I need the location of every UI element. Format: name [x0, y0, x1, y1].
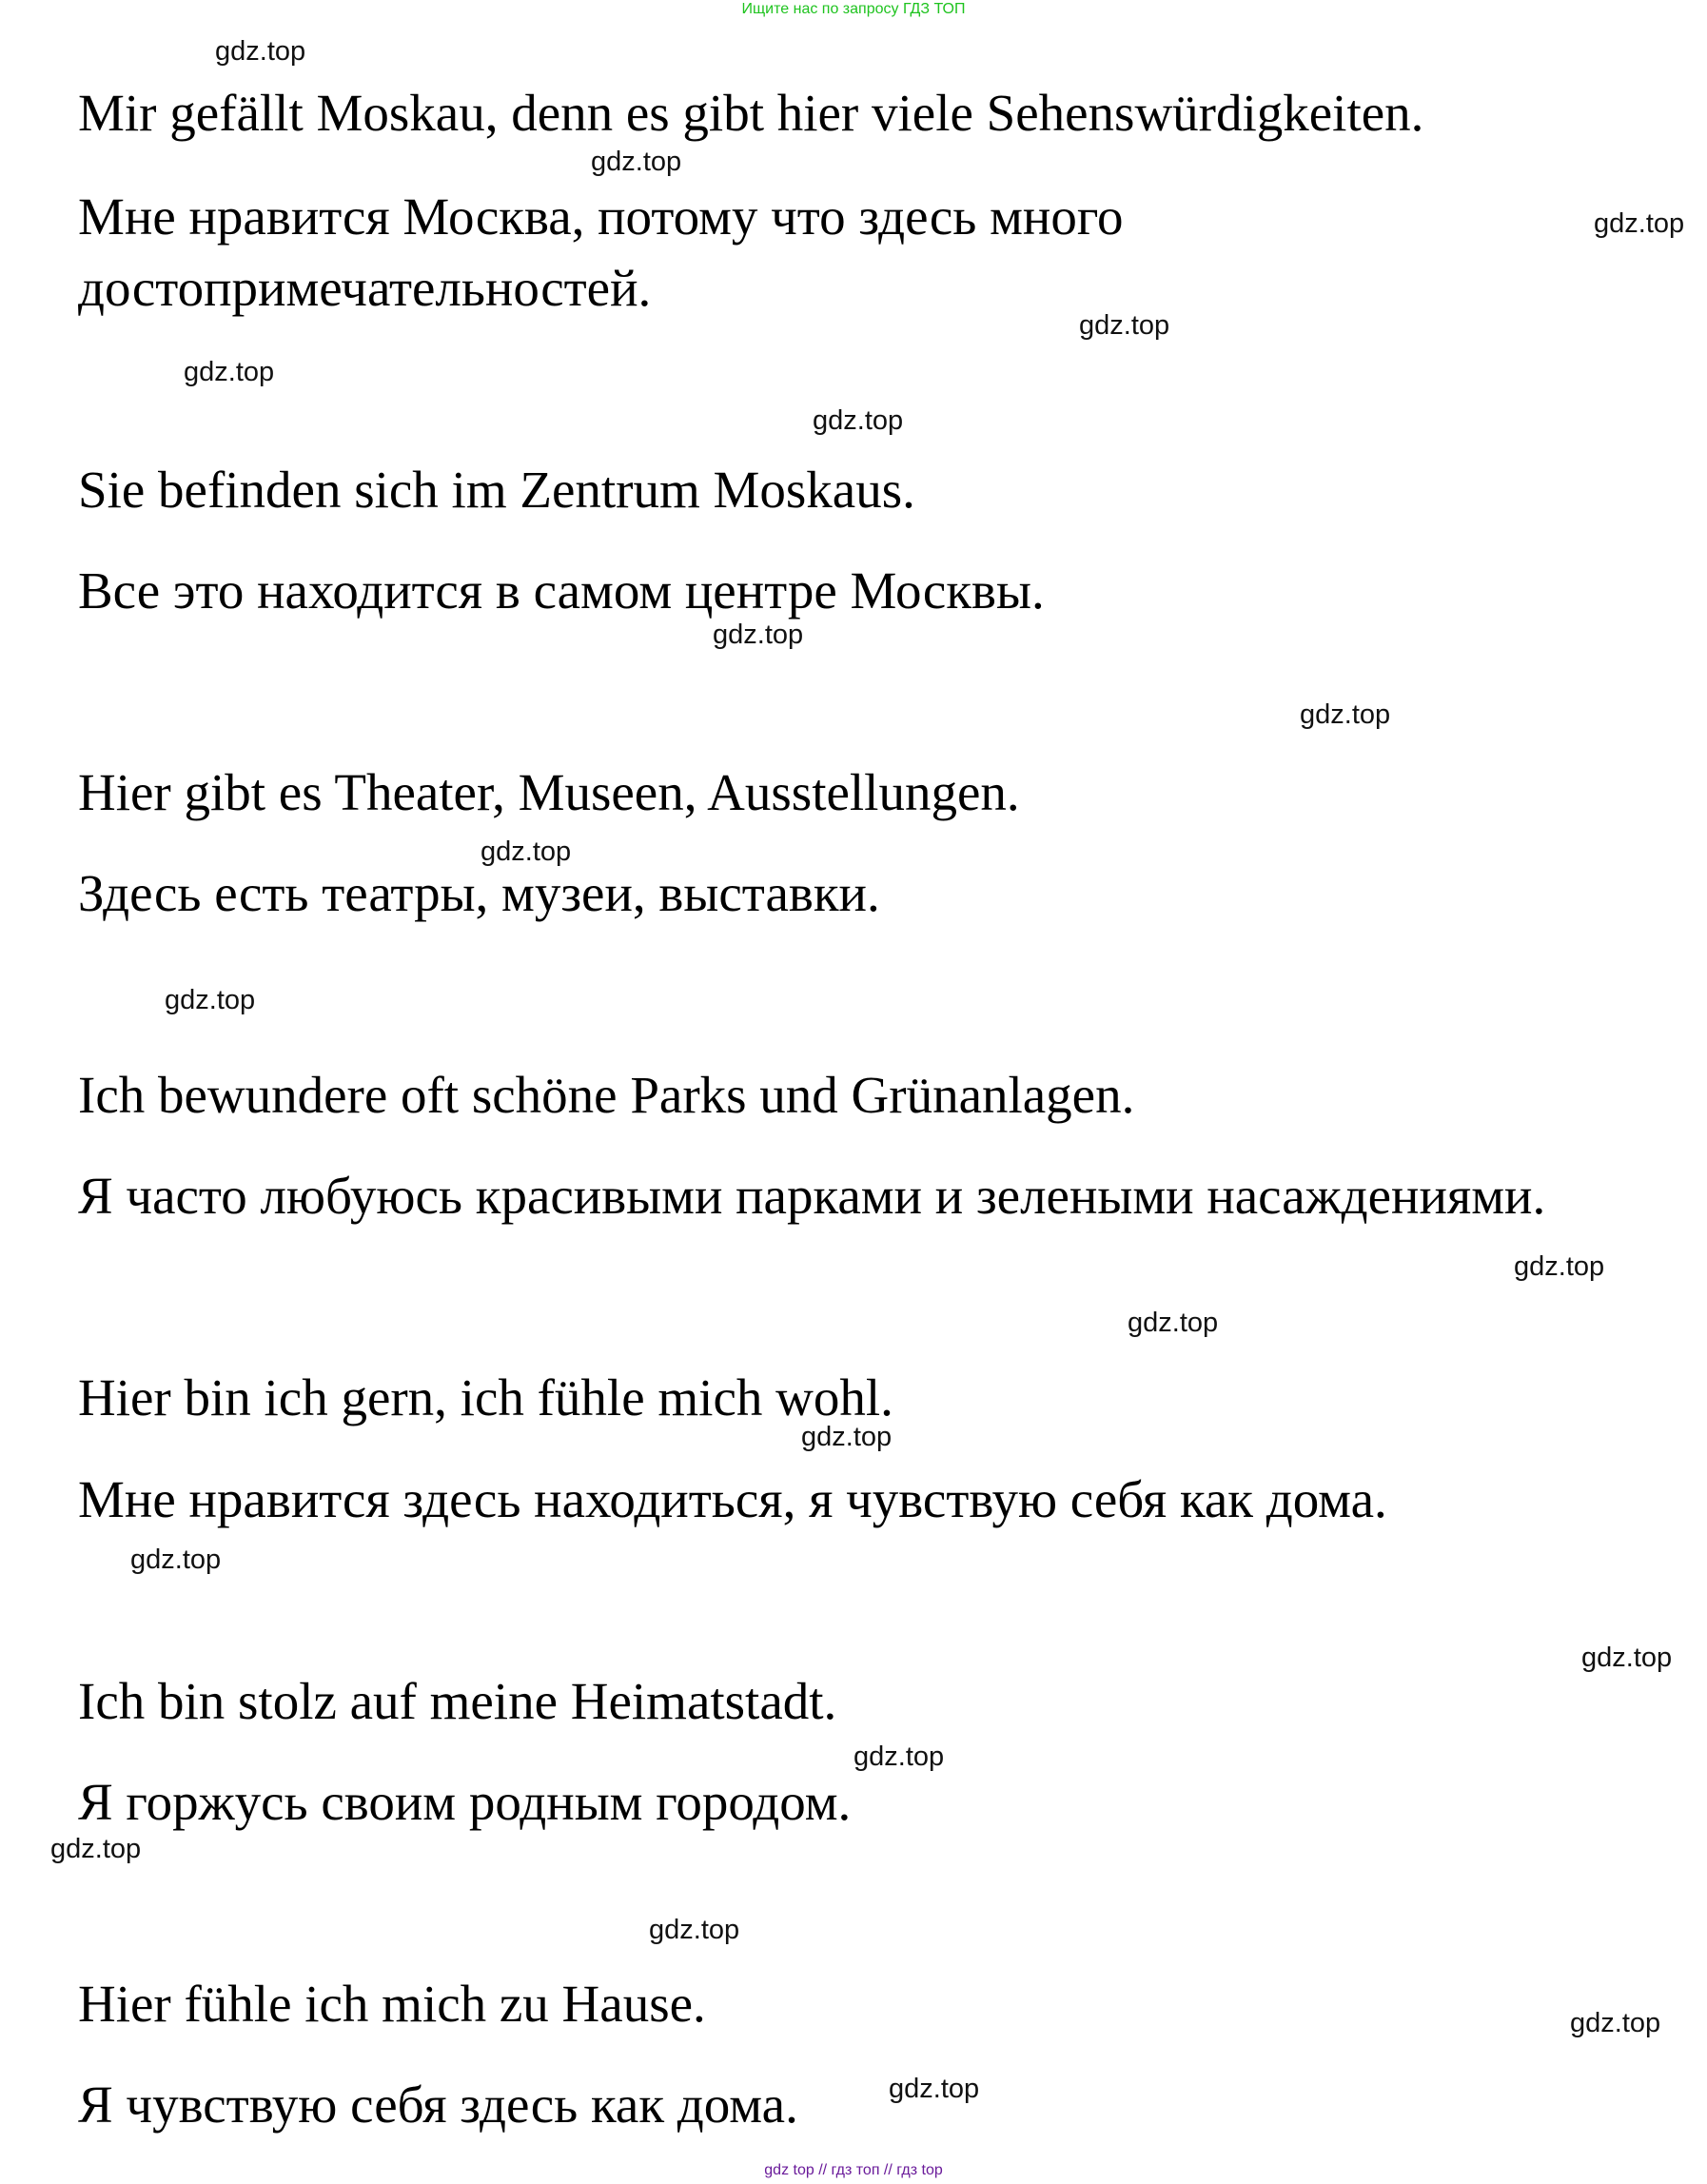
text-line-de-1: Mir gefällt Moskau, denn es gibt hier viele Sehenswürdigkeiten. [78, 84, 1424, 142]
watermark: gdz.top [591, 147, 682, 177]
watermark: gdz.top [1128, 1308, 1219, 1338]
text-line-ru-1b: достопримечательностей. [78, 259, 652, 317]
text-line-ru-7: Я чувствую себя здесь как дома. [78, 2076, 798, 2134]
text-line-ru-1a: Мне нравится Москва, потому что здесь много [78, 187, 1124, 246]
watermark: gdz.top [649, 1915, 740, 1945]
watermark: gdz.top [130, 1545, 222, 1575]
watermark: gdz.top [1514, 1251, 1605, 1282]
text-line-ru-4: Я часто любуюсь красивыми парками и зелеными насаждениями. [78, 1167, 1546, 1225]
watermark: gdz.top [184, 357, 275, 387]
text-line-de-3: Hier gibt es Theater, Museen, Ausstellungen. [78, 763, 1020, 821]
watermark: gdz.top [1079, 310, 1170, 341]
text-line-de-2: Sie befinden sich im Zentrum Moskaus. [78, 461, 915, 519]
watermark: gdz.top [889, 2074, 980, 2104]
watermark: gdz.top [854, 1741, 945, 1772]
text-line-ru-5: Мне нравится здесь находиться, я чувствую себя как дома. [78, 1470, 1387, 1528]
watermark: gdz.top [801, 1422, 893, 1452]
watermark: gdz.top [1594, 208, 1685, 239]
watermark: gdz.top [50, 1834, 142, 1864]
watermark: gdz.top [1300, 699, 1391, 730]
text-line-ru-3: Здесь есть театры, музеи, выставки. [78, 864, 880, 922]
watermark: gdz.top [481, 836, 572, 867]
text-line-de-7: Hier fühle ich mich zu Hause. [78, 1975, 706, 2033]
watermark: gdz.top [1570, 2008, 1661, 2038]
watermark: gdz.top [713, 620, 804, 650]
text-line-de-5: Hier bin ich gern, ich fühle mich wohl. [78, 1368, 893, 1426]
watermark: gdz.top [215, 36, 306, 67]
text-line-ru-2: Все это находится в самом центре Москвы. [78, 561, 1045, 620]
text-line-de-6: Ich bin stolz auf meine Heimatstadt. [78, 1672, 837, 1730]
text-line-de-4: Ich bewundere oft schöne Parks und Grünanlagen. [78, 1066, 1135, 1124]
footer-links[interactable]: gdz top // гдз топ // гдз top [764, 2162, 943, 2178]
watermark: gdz.top [165, 985, 256, 1015]
watermark: gdz.top [1581, 1643, 1673, 1673]
watermark: gdz.top [813, 405, 904, 436]
text-line-ru-6: Я горжусь своим родным городом. [78, 1773, 852, 1831]
top-banner[interactable]: Ищите нас по запросу ГДЗ ТОП [741, 1, 966, 17]
